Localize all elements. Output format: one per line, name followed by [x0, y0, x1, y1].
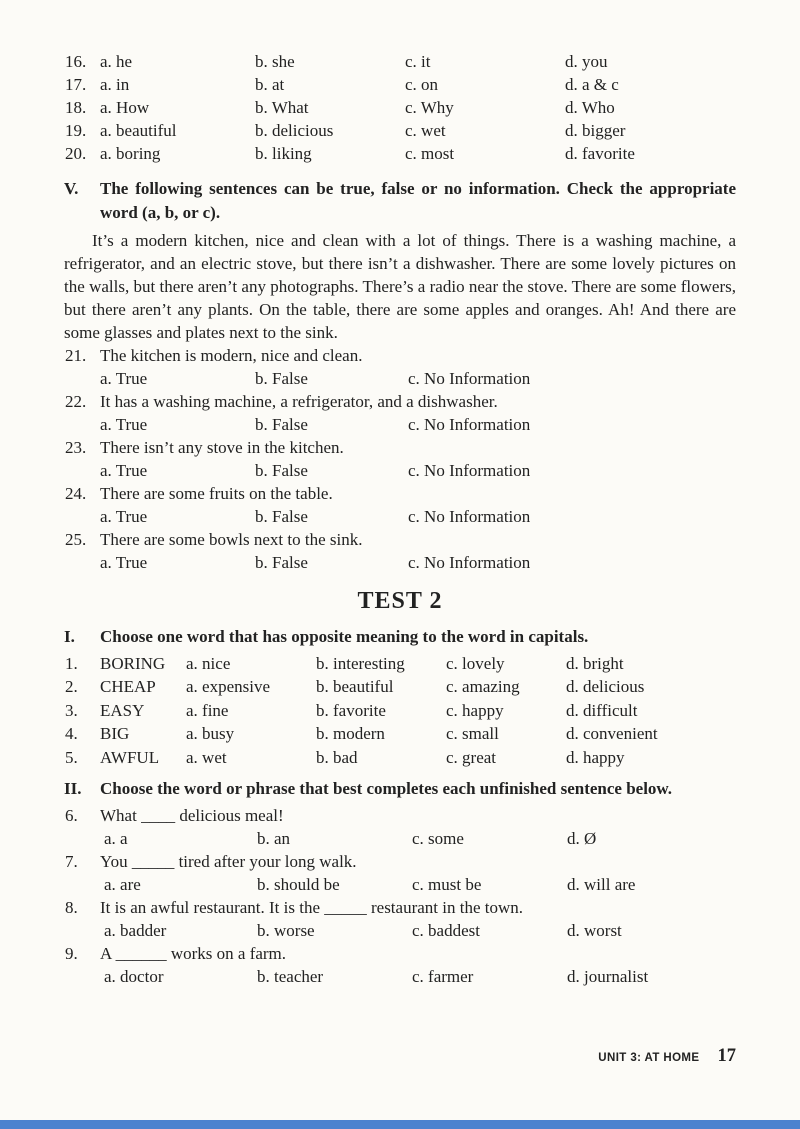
test2-section-ii [64, 777, 736, 988]
option-b: b. modern [316, 724, 385, 743]
option-b: b. False [255, 507, 308, 526]
option-d: d. bigger [565, 121, 626, 140]
question-row [64, 699, 736, 723]
question-6 [64, 804, 736, 850]
option-d: d. Who [565, 98, 615, 117]
option-a: a. How [100, 98, 150, 117]
question-text: You _____ tired after your long walk. [100, 851, 357, 871]
section-v-header [64, 177, 736, 224]
option-c: c. No Information [408, 415, 531, 434]
option-a: a. True [100, 415, 148, 434]
test-2-heading: TEST 2 [357, 588, 443, 614]
option-c: c. most [405, 144, 455, 163]
option-b: b. beautiful [316, 677, 394, 696]
option-c: c. farmer [412, 966, 474, 986]
option-a: a. wet [186, 747, 227, 767]
option-a: a. are [104, 874, 141, 894]
question-number: 8. [65, 897, 78, 917]
option-c: c. it [405, 52, 431, 71]
option-d: d. you [565, 52, 608, 71]
option-c: c. lovely [446, 653, 505, 673]
option-a: a. doctor [104, 966, 164, 986]
option-b: b. False [255, 415, 308, 434]
question-number: 4. [65, 724, 78, 743]
option-a: a. badder [104, 920, 167, 940]
question-number: 20. [65, 144, 87, 163]
option-c: c. Why [405, 98, 454, 117]
page-footer [598, 1046, 736, 1067]
option-a: a. True [100, 461, 148, 480]
option-a: a. fine [186, 700, 229, 720]
option-b: b. favorite [316, 700, 386, 720]
option-a: a. True [100, 553, 148, 572]
section-roman-numeral: V. [64, 179, 79, 198]
question-text: It is an awful restaurant. It is the _____ restaurant in the town. [100, 897, 523, 917]
question-row [64, 746, 736, 770]
option-b: b. worse [257, 920, 315, 940]
question-number: 23. [65, 438, 87, 457]
question-row [64, 652, 736, 676]
option-c: c. small [446, 724, 499, 743]
section-title: The following sentences can be true, false or no information. Check the appropriate word (a, b, or c). [100, 179, 736, 222]
option-c: c. No Information [408, 553, 531, 572]
question-number: 17. [65, 75, 87, 94]
option-a: a. True [100, 369, 148, 388]
capital-word: BIG [100, 724, 130, 743]
question-row [64, 73, 736, 96]
option-b: b. False [255, 461, 308, 480]
question-row [64, 96, 736, 119]
option-c: c. No Information [408, 507, 531, 526]
question-number: 2. [65, 677, 78, 696]
option-c: c. happy [446, 700, 504, 720]
option-d: d. convenient [566, 724, 658, 743]
questions-16-20 [64, 50, 736, 165]
question-text: There isn’t any stove in the kitchen. [100, 438, 344, 457]
option-d: d. favorite [565, 144, 635, 163]
question-number: 6. [65, 805, 78, 825]
option-d: d. happy [566, 747, 625, 767]
option-b: b. at [255, 75, 285, 94]
question-number: 21. [65, 346, 87, 365]
question-number: 9. [65, 943, 78, 963]
question-7 [64, 850, 736, 896]
question-text: A ______ works on a farm. [100, 943, 287, 963]
question-number: 3. [65, 700, 78, 720]
option-c: c. baddest [412, 920, 480, 940]
option-b: b. liking [255, 144, 312, 163]
option-a: a. True [100, 507, 148, 526]
question-row [64, 50, 736, 73]
question-number: 22. [65, 392, 87, 411]
option-a: a. he [100, 52, 133, 71]
question-text: The kitchen is modern, nice and clean. [100, 346, 363, 365]
option-b: b. interesting [316, 653, 405, 673]
question-number: 24. [65, 484, 87, 503]
option-d: d. worst [567, 920, 622, 940]
option-c: c. amazing [446, 677, 520, 696]
option-b: b. should be [257, 874, 340, 894]
option-d: d. will are [567, 874, 636, 894]
option-b: b. an [257, 828, 291, 848]
question-23 [64, 436, 736, 482]
capital-word: CHEAP [100, 677, 156, 696]
option-d: d. difficult [566, 700, 638, 720]
section-roman-numeral: I. [64, 627, 75, 646]
option-b: b. False [255, 553, 308, 572]
option-b: b. What [255, 98, 309, 117]
option-c: c. wet [405, 121, 446, 140]
section-ii-header [64, 777, 736, 801]
question-number: 19. [65, 121, 87, 140]
unit-label: UNIT 3: AT HOME [598, 1052, 700, 1064]
page-number: 17 [717, 1046, 736, 1066]
section-v [64, 177, 736, 574]
option-d: d. journalist [567, 966, 649, 986]
question-text: What ____ delicious meal! [100, 805, 284, 825]
question-25 [64, 528, 736, 574]
option-a: a. beautiful [100, 121, 177, 140]
question-text: It has a washing machine, a refrigerator, and a dishwasher. [100, 392, 498, 411]
option-a: a. in [100, 75, 130, 94]
capital-word: BORING [100, 653, 166, 673]
option-a: a. expensive [186, 677, 271, 696]
option-b: b. delicious [255, 121, 334, 140]
option-d: d. delicious [566, 677, 645, 696]
question-9 [64, 942, 736, 988]
option-b: b. teacher [257, 966, 324, 986]
option-c: c. must be [412, 874, 482, 894]
question-row [64, 722, 736, 746]
question-row [64, 675, 736, 699]
question-24 [64, 482, 736, 528]
option-c: c. some [412, 828, 464, 848]
question-22 [64, 390, 736, 436]
section-title: Choose the word or phrase that best completes each unfinished sentence below. [100, 779, 673, 798]
question-row [64, 119, 736, 142]
option-b: b. bad [316, 747, 358, 767]
option-c: c. No Information [408, 369, 531, 388]
option-c: c. on [405, 75, 439, 94]
bottom-blue-bar [0, 1120, 800, 1129]
question-number: 25. [65, 530, 87, 549]
question-8 [64, 896, 736, 942]
option-b: b. she [255, 52, 295, 71]
question-text: There are some bowls next to the sink. [100, 530, 363, 549]
question-number: 1. [65, 653, 78, 673]
option-c: c. great [446, 747, 497, 767]
option-a: a. a [104, 828, 128, 848]
question-number: 18. [65, 98, 87, 117]
section-roman-numeral: II. [64, 779, 82, 798]
option-b: b. False [255, 369, 308, 388]
option-a: a. busy [186, 724, 235, 743]
question-row [64, 142, 736, 165]
section-title: Choose one word that has opposite meaning to the word in capitals. [100, 627, 589, 646]
test2-section-i [64, 625, 736, 769]
reading-passage: It’s a modern kitchen, nice and clean with a lot of things. There is a washing machine, a refrigerator, and an electric stove, but there isn’t a dishwasher. There are some lovely pictures on the walls, but there aren’t any photographs. There’s a radio near the stove. There are some flowers, but there aren’t any plants. On the table, there are some apples and oranges. Ah! And there are some glasses and plates next to the sink. [64, 231, 736, 342]
option-d: d. bright [566, 653, 624, 673]
option-c: c. No Information [408, 461, 531, 480]
section-i-header [64, 625, 736, 649]
question-number: 7. [65, 851, 78, 871]
capital-word: AWFUL [100, 747, 160, 767]
question-text: There are some fruits on the table. [100, 484, 333, 503]
option-a: a. nice [186, 653, 231, 673]
option-d: d. a & c [565, 75, 619, 94]
option-d: d. Ø [567, 828, 597, 848]
question-21 [64, 344, 736, 390]
option-a: a. boring [100, 144, 161, 163]
capital-word: EASY [100, 700, 145, 720]
question-number: 16. [65, 52, 87, 71]
question-number: 5. [65, 747, 78, 767]
